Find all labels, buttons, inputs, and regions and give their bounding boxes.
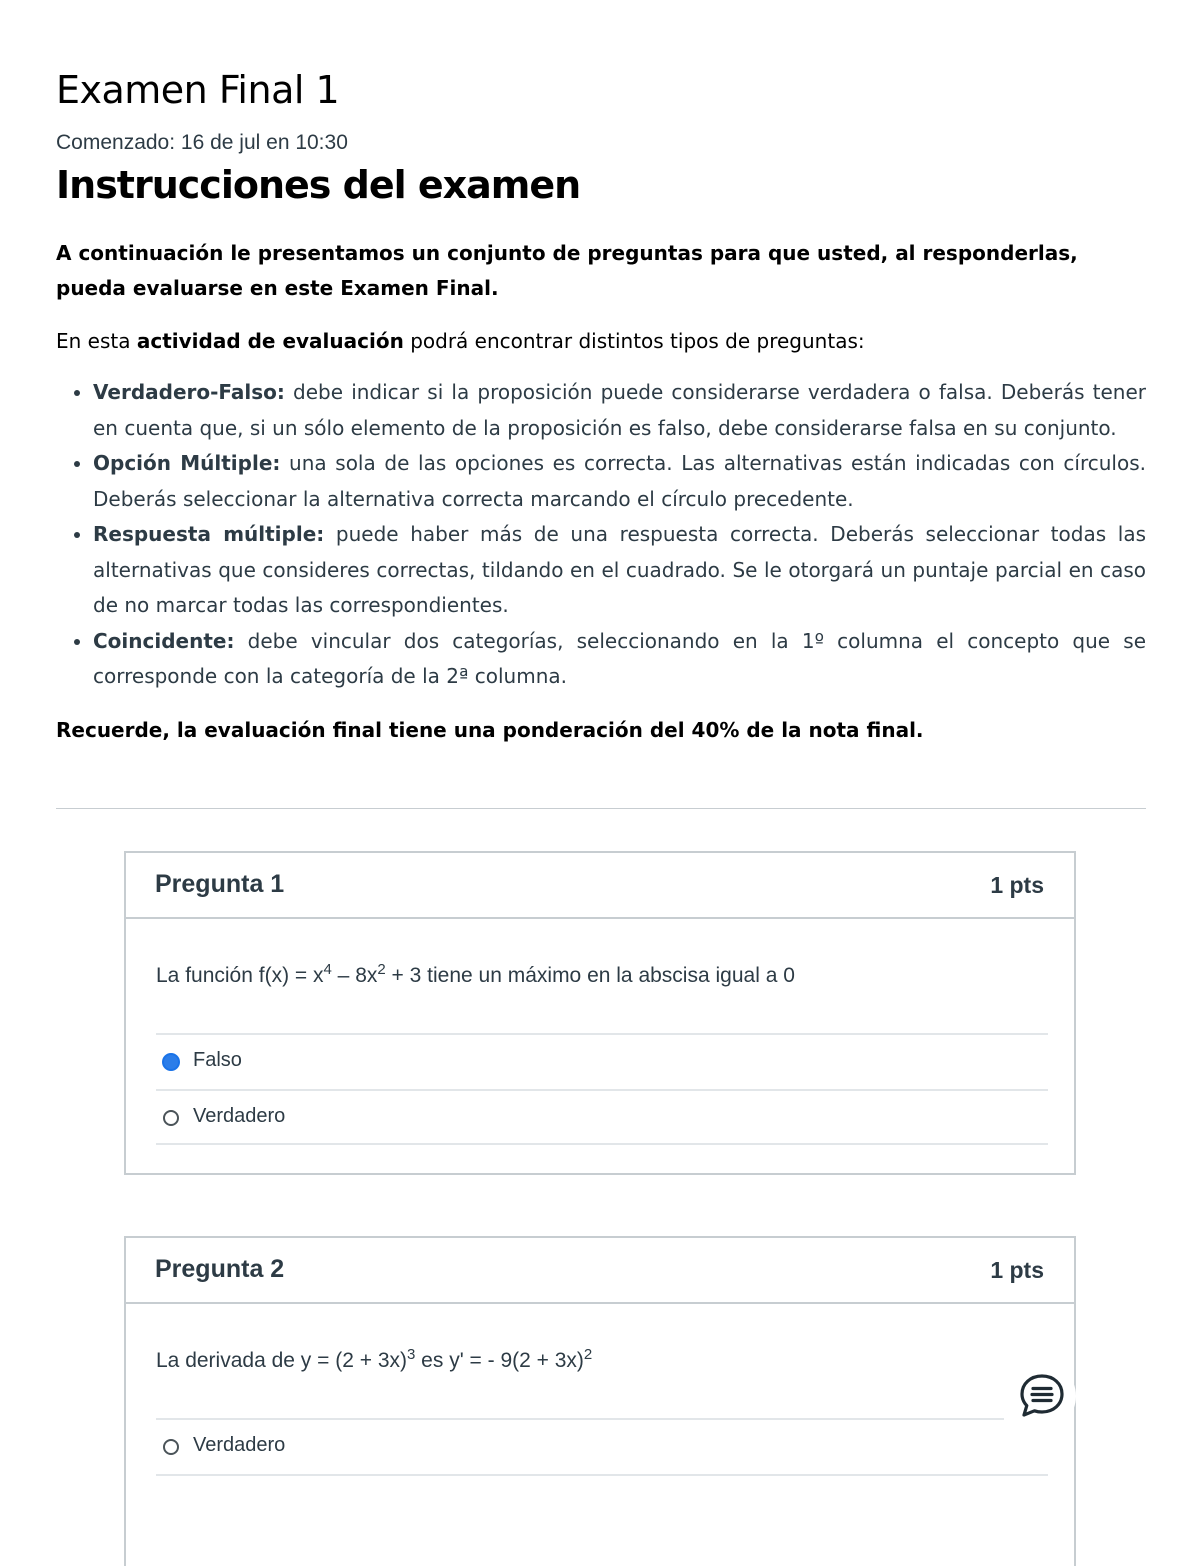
list-item xyxy=(93,375,1146,446)
question-text-part: + 3 tiene un máximo en la abscisa igual a 0 xyxy=(385,964,795,987)
list-item xyxy=(93,517,1146,624)
answer-option-verdadero[interactable] xyxy=(156,1089,1048,1145)
question-text-part: es y' = - 9(2 + 3x) xyxy=(415,1349,584,1372)
question-header xyxy=(126,853,1074,919)
question-text-superscript: 4 xyxy=(323,961,332,978)
question-title: Pregunta 1 xyxy=(155,870,285,898)
type-desc: una sola de las opciones es correcta. Las alternativas están indicadas con círculos. Deberás seleccionar la alternativa correcta marcando el círculo precedente. xyxy=(93,451,1147,511)
question-title: Pregunta 2 xyxy=(155,1255,285,1283)
question-text-part: – 8x xyxy=(331,964,378,987)
question-card-2 xyxy=(124,1236,1076,1566)
type-name: Verdadero-Falso: xyxy=(93,380,285,404)
question-text-superscript: 3 xyxy=(407,1346,416,1363)
type-name: Coincidente: xyxy=(93,628,235,653)
instructions-title: Instrucciones del examen xyxy=(56,163,581,207)
type-desc: puede haber más de una respuesta correcta. Deberás seleccionar todas las alternativas que consideres correctas, tildando en el cuadrado. Se le otorgará un puntaje parcial en caso de no marcar todas las correspondientes. xyxy=(93,522,1146,617)
section-divider xyxy=(56,808,1146,809)
started-timestamp: Comenzado: 16 de jul en 10:30 xyxy=(56,131,348,154)
question-text xyxy=(156,961,795,988)
radio-selected-icon[interactable] xyxy=(162,1053,180,1071)
question-points: 1 pts xyxy=(990,1257,1044,1283)
exam-title: Examen Final 1 xyxy=(56,68,340,112)
question-types-list xyxy=(56,375,1146,695)
chat-button[interactable] xyxy=(1008,1362,1076,1430)
question-text-part: La derivada de y = (2 + 3x) xyxy=(156,1349,407,1372)
weighting-reminder: Recuerde, la evaluación final tiene una ponderación del 40% de la nota final. xyxy=(56,717,924,742)
type-desc: debe vincular dos categorías, seleccionando en la 1º columna el concepto que se corresponde con la categoría de la 2ª columna. xyxy=(93,628,1146,688)
instructions-intro: A continuación le presentamos un conjunto de preguntas para que usted, al responderlas, pueda evaluarse en este Examen Final. xyxy=(56,241,1078,300)
question-types-intro-pre: En esta xyxy=(56,329,137,353)
question-points: 1 pts xyxy=(990,872,1044,898)
radio-unselected-icon[interactable] xyxy=(163,1439,179,1455)
list-item xyxy=(93,624,1146,695)
question-text xyxy=(156,1346,592,1373)
radio-unselected-icon[interactable] xyxy=(163,1110,179,1126)
question-types-intro-post: podrá encontrar distintos tipos de preguntas: xyxy=(403,329,865,353)
list-item xyxy=(93,446,1146,517)
answer-label[interactable]: Falso xyxy=(193,1049,242,1071)
answer-option-verdadero[interactable] xyxy=(156,1418,1004,1474)
question-text-superscript: 2 xyxy=(377,961,386,978)
question-types-intro-bold: actividad de evaluación xyxy=(136,329,404,353)
question-text-superscript: 2 xyxy=(583,1346,593,1363)
question-types-intro xyxy=(56,324,1146,359)
chat-bubble-icon xyxy=(1018,1372,1066,1420)
answer-option-falso[interactable] xyxy=(156,1033,1048,1089)
question-card-1 xyxy=(124,851,1076,1175)
card-border-fragment xyxy=(1074,1426,1076,1498)
type-name: Opción Múltiple: xyxy=(93,451,281,475)
answer-divider xyxy=(156,1474,1048,1476)
question-text-part: La función f(x) = x xyxy=(156,964,324,987)
answer-label[interactable]: Verdadero xyxy=(193,1105,286,1127)
answer-label[interactable]: Verdadero xyxy=(193,1434,286,1456)
type-name: Respuesta múltiple: xyxy=(93,522,325,546)
exam-page xyxy=(56,0,1146,748)
question-header xyxy=(126,1238,1074,1304)
answer-list xyxy=(156,1033,1048,1145)
answer-list xyxy=(156,1418,1004,1474)
type-desc: debe indicar si la proposición puede considerarse verdadera o falsa. Deberás tener en cuenta que, si un sólo elemento de la proposición es falso, debe considerarse falsa en su conjunto. xyxy=(93,380,1146,440)
